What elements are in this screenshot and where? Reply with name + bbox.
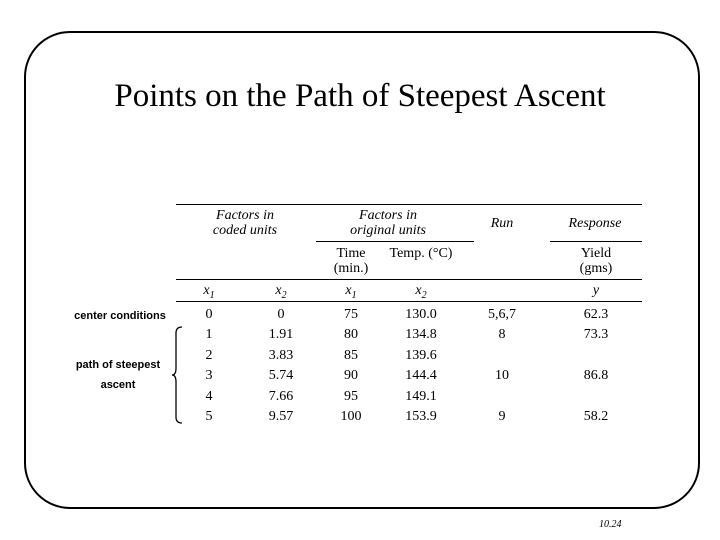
cell-x2-coded: 3.83 — [268, 348, 294, 363]
table-top-rule — [176, 204, 642, 205]
cell-x2-coded: 5.74 — [268, 368, 294, 383]
original-units-underline — [316, 241, 474, 242]
cell-time: 100 — [340, 409, 362, 424]
curly-brace-icon — [172, 326, 184, 424]
cell-x2-coded: 0 — [277, 307, 285, 322]
yield-header: Yield (gms) — [579, 246, 613, 276]
symbol-x1-original: $x_1$ — [345, 283, 357, 301]
cell-x1-coded: 5 — [205, 409, 213, 424]
cell-x1-coded: 4 — [205, 389, 213, 404]
symbol-row-rule — [176, 279, 642, 280]
center-conditions-label: center conditions — [74, 310, 166, 322]
cell-time: 95 — [344, 389, 358, 404]
symbol-x2-coded: $x_2$ — [275, 283, 287, 301]
cell-x2-coded: 9.57 — [268, 409, 294, 424]
cell-time: 75 — [344, 307, 358, 322]
original-units-header: Factors in original units — [350, 208, 426, 238]
temperature-header: Temp. (°C) — [389, 246, 453, 261]
cell-x1-coded: 1 — [205, 327, 213, 342]
response-underline — [550, 241, 642, 242]
cell-temp: 134.8 — [405, 327, 437, 342]
cell-time: 80 — [344, 327, 358, 342]
slide-number: 10.24 — [599, 519, 622, 530]
coded-units-header: Factors in coded units — [212, 208, 278, 238]
cell-temp: 130.0 — [405, 307, 437, 322]
cell-run: 5,6,7 — [488, 307, 516, 322]
cell-response: 58.2 — [583, 409, 609, 424]
cell-time: 85 — [344, 348, 358, 363]
cell-x2-coded: 7.66 — [268, 389, 294, 404]
path-of-steepest-ascent-label: path of steepest ascent — [75, 359, 161, 391]
slide-title: Points on the Path of Steepest Ascent — [114, 78, 606, 114]
cell-response: 73.3 — [583, 327, 609, 342]
symbol-x1-coded: $x_1$ — [203, 283, 215, 301]
cell-x2-coded: 1.91 — [268, 327, 294, 342]
cell-x1-coded: 0 — [205, 307, 213, 322]
symbol-y: y — [592, 283, 600, 298]
cell-run: 9 — [498, 409, 506, 424]
run-header: Run — [490, 216, 514, 231]
cell-temp: 144.4 — [405, 368, 437, 383]
symbol-x2-original: $x_2$ — [415, 283, 427, 301]
time-header: Time (min.) — [333, 246, 369, 276]
cell-temp: 153.9 — [405, 409, 437, 424]
header-bottom-rule — [176, 301, 642, 302]
cell-x1-coded: 2 — [205, 348, 213, 363]
cell-response: 62.3 — [583, 307, 609, 322]
cell-temp: 149.1 — [405, 389, 437, 404]
cell-x1-coded: 3 — [205, 368, 213, 383]
cell-temp: 139.6 — [405, 348, 437, 363]
cell-time: 90 — [344, 368, 358, 383]
cell-response: 86.8 — [583, 368, 609, 383]
cell-run: 10 — [495, 368, 509, 383]
response-header: Response — [568, 216, 622, 231]
cell-run: 8 — [498, 327, 506, 342]
